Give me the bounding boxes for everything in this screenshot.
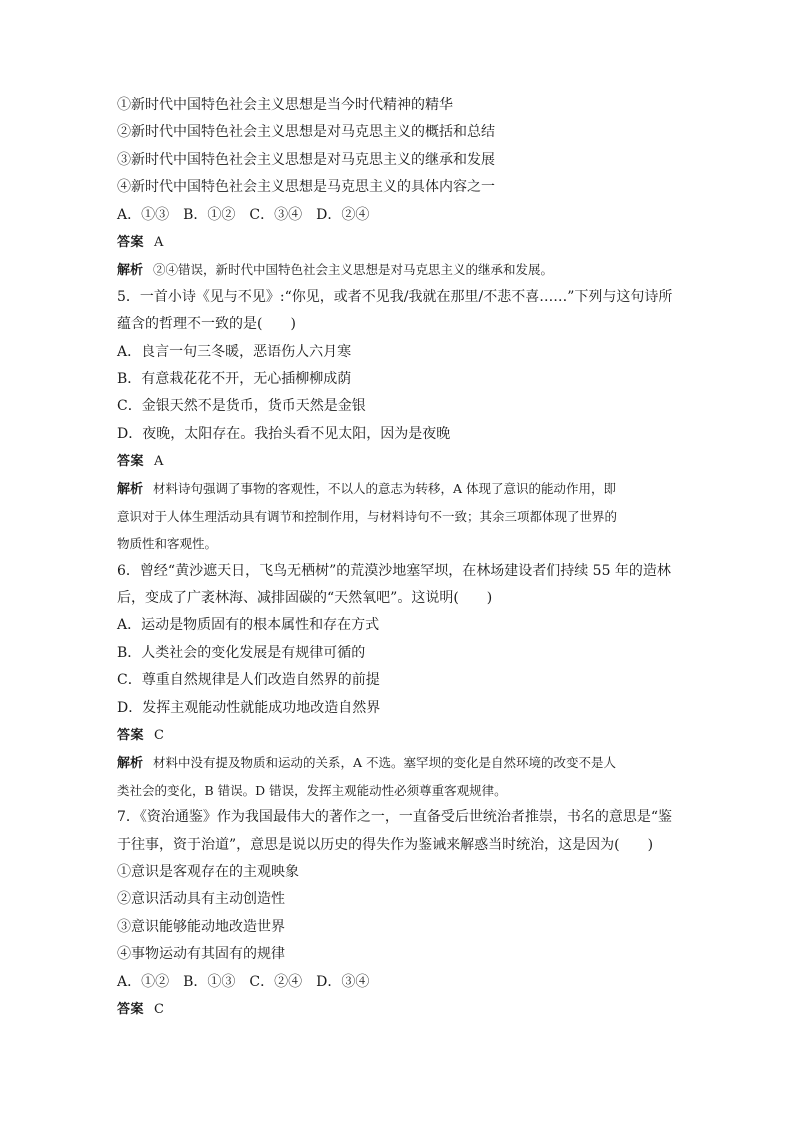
explanation-label: 解析 <box>117 263 144 279</box>
answer-row <box>117 996 679 1023</box>
explanation-text: 意识对于人体生理活动具有调节和控制作用，与材料诗句不一致；其余三项都体现了世界的 <box>117 508 618 524</box>
answer-label: 答案 <box>117 234 145 250</box>
explanation-label: 解析 <box>117 482 144 498</box>
explanation-line <box>117 256 679 283</box>
question-stem-line: 于往事，资于治道”，意思是说以历史的得失作为鉴诫来解惑当时统治，这是因为( ) <box>117 836 654 853</box>
text-line: A．①③ B．①② C．③④ D．②④ <box>117 206 370 223</box>
explanation-text: ②④错误，新时代中国特色社会主义思想是对马克思主义的继承和发展。 <box>153 262 554 278</box>
answer-label: 答案 <box>117 1001 145 1017</box>
answer-label: 答案 <box>117 727 145 743</box>
text-line: ④新时代中国特色社会主义思想是马克思主义的具体内容之一 <box>117 179 495 196</box>
text-line: D．发挥主观能动性就能成功地改造自然界 <box>117 699 381 716</box>
text-line: C．尊重自然规律是人们改造自然界的前提 <box>117 672 380 689</box>
text-line: ③新时代中国特色社会主义思想是对马克思主义的继承和发展 <box>117 151 495 168</box>
explanation-line <box>117 777 679 804</box>
answer-row <box>117 448 679 475</box>
text-line: ④事物运动有其固有的规律 <box>117 946 285 963</box>
text-line: A．运动是物质固有的根本属性和存在方式 <box>117 617 380 634</box>
question-stem-line: 6．曾经“黄沙遮天日，飞鸟无栖树”的荒漠沙地塞罕坝，在林场建设者们持续 55 年的造林 <box>117 562 671 579</box>
explanation-line <box>117 749 679 776</box>
text-line: C．金银天然不是货币，货币天然是金银 <box>117 398 366 415</box>
document-page <box>117 92 679 1023</box>
text-line: ①新时代中国特色社会主义思想是当今时代精神的精华 <box>117 97 453 113</box>
explanation-text: 材料诗句强调了事物的客观性，不以人的意志为转移，A 体现了意识的能动作用，即 <box>153 481 617 497</box>
explanation-line <box>117 530 679 557</box>
text-line: B．有意栽花花不开，无心插柳柳成荫 <box>117 370 352 387</box>
text-line: ③意识能够能动地改造世界 <box>117 918 285 935</box>
explanation-text: 材料中没有提及物质和运动的关系，A 不选。塞罕坝的变化是自然环境的改变不是人 <box>153 755 617 771</box>
question-stem-line: 7．《资治通鉴》作为我国最伟大的著作之一，一直备受后世统治者推崇，书名的意思是“鉴 <box>117 809 673 826</box>
question-stem-line: 5．一首小诗《见与不见》:“你见，或者不见我/我就在那里/不悲不喜……”下列与这句诗所 <box>117 288 673 305</box>
explanation-line <box>117 503 679 530</box>
answer-value: C <box>154 1001 165 1017</box>
text-line: B．人类社会的变化发展是有规律可循的 <box>117 644 366 661</box>
question-stem-line: 蕴含的哲理不一致的是( ) <box>117 316 296 333</box>
answer-row <box>117 229 679 256</box>
text-line: D．夜晚，太阳存在。我抬头看不见太阳，因为是夜晚 <box>117 425 451 442</box>
text-line: ②新时代中国特色社会主义思想是对马克思主义的概括和总结 <box>117 124 495 141</box>
explanation-text: 物质性和客观性。 <box>117 536 218 552</box>
explanation-label: 解析 <box>117 756 144 772</box>
question-stem-line: 后，变成了广袤林海、减排固碳的“天然氧吧”。这说明( ) <box>117 590 493 607</box>
answer-value: A <box>154 234 164 250</box>
answer-value: A <box>154 454 164 470</box>
answer-row <box>117 722 679 749</box>
text-line: A．①② B．①③ C．②④ D．③④ <box>117 973 370 990</box>
text-line: ②意识活动具有主动创造性 <box>117 891 285 908</box>
explanation-text: 类社会的变化，B 错误。D 错误，发挥主观能动性必须尊重客观规律。 <box>117 782 507 798</box>
answer-value: C <box>154 727 165 743</box>
explanation-line <box>117 475 679 502</box>
text-line: A．良言一句三冬暖，恶语伤人六月寒 <box>117 343 352 360</box>
answer-label: 答案 <box>117 454 145 470</box>
text-line: ①意识是客观存在的主观映象 <box>117 863 299 880</box>
